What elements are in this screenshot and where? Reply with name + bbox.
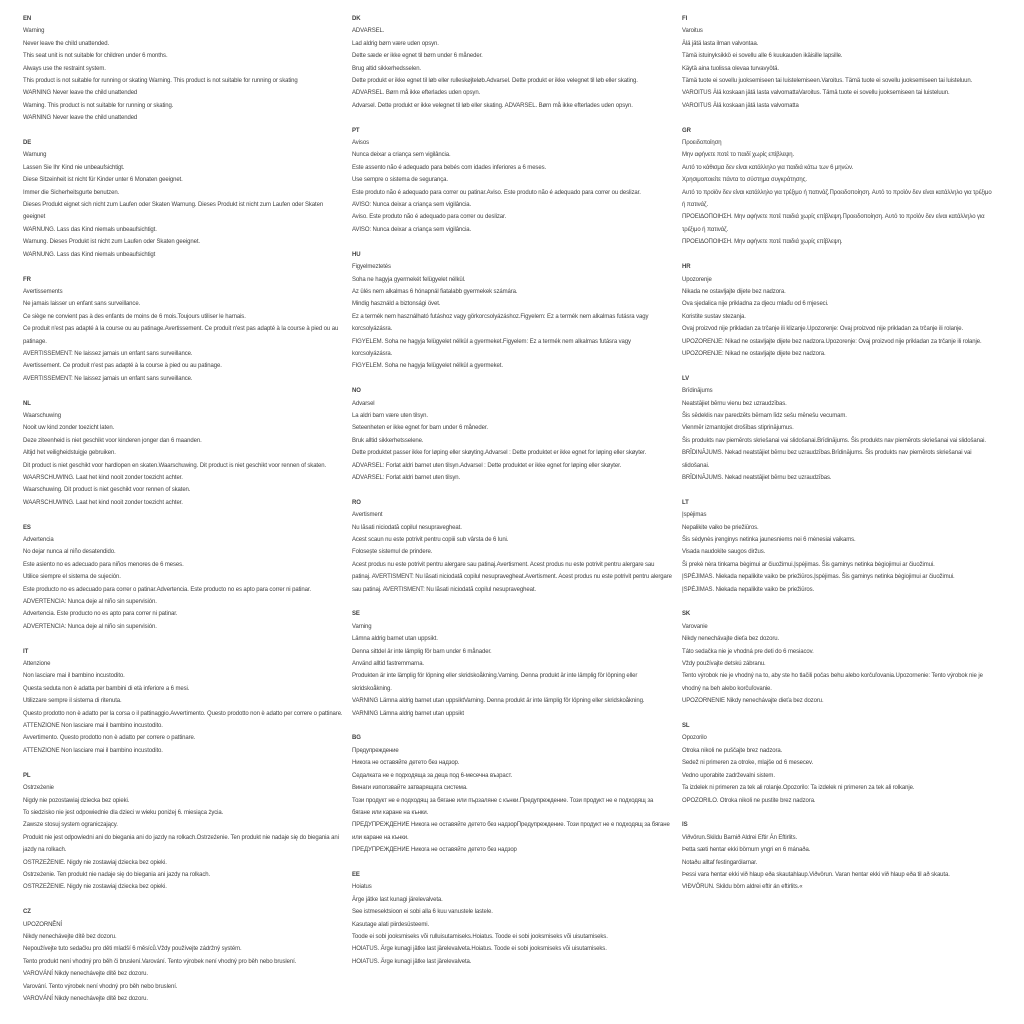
warning-text-line: UPOZORNENIE Nikdy nenechávajte dieťa bez dozoru.	[682, 698, 824, 705]
warning-text-line: Soha ne hagyja gyermekét felügyelet nélkül.	[352, 276, 466, 283]
warning-text-line: AVISO: Nunca deixar a criança sem vigilância.	[352, 226, 472, 233]
warning-text-line: ADVARSEL: Forlat aldri barnet uten tilsyn.	[352, 474, 461, 481]
warning-text-line: Sedež ni primeren za otroke, mlajše od 6 mesecev.	[682, 760, 814, 767]
language-section-gr	[682, 125, 992, 249]
warning-text-line: Aviso. Este produto não é adequado para correr ou deslizar.	[352, 214, 507, 221]
warning-text-line: Opozorilo	[682, 735, 707, 742]
warning-text-line: HOIATUS. Ärge kunagi jätke last järelevalveta.	[352, 958, 472, 965]
warning-text-line: WARNUNG. Lass das Kind niemals unbeaufsichtigt.	[23, 226, 157, 233]
language-code-label: IT	[23, 648, 29, 655]
warning-text-line: Ärge jätke last kunagi järelevalveta.	[352, 896, 443, 903]
warning-text-line: Viðvörun.Skildu Barnið Aldrei Eftir Án Eftirlits.	[682, 834, 798, 841]
warning-text-line: Nu lăsati niciodată copilul nesupravegheat.	[352, 524, 462, 531]
warning-text-line: Figyelmeztetés	[352, 264, 391, 271]
warning-text-line: Acest scaun nu este potrivit pentru copiii sub vârsta de 6 luni.	[352, 537, 509, 543]
warning-text-line: Šis sēdeklis nav paredzēts bērnam līdz sešu mēnešu vecumam.	[682, 412, 847, 419]
language-section-es	[23, 522, 345, 634]
warning-text-line: Nikdy nenechávejte dítě bez dozoru.	[23, 933, 117, 940]
warning-text-line: ADVARSEL. Børn må ikke efterlades uden opsyn.	[352, 90, 481, 97]
warning-text-line: Įspėjimas	[682, 512, 707, 519]
warning-text-line: Warnung. Dieses Produkt ist nicht zum Laufen oder Skaten geeignet.	[23, 239, 200, 246]
warning-text-line: AVERTISSEMENT: Ne laissez jamais un enfant sans surveillance.	[23, 350, 193, 357]
warning-text-line: Þessi vara hentar ekki við hlaup eða skautahlaup.Viðvörun. Varan hentar ekki við hlaup eða til að skauta.	[682, 871, 950, 878]
warning-text-line: Koristite sustav stezanja.	[682, 313, 746, 320]
warning-text-line: Seteenheten er ikke egnet for barn under 6 måneder.	[352, 425, 488, 432]
warning-text-line: HOIATUS. Ärge kunagi jätke last järelevalveta.Hoiatus. Toode ei sobi jooksmiseks või uisutamiseks.	[352, 946, 607, 953]
warning-text-line: Varning	[352, 623, 372, 630]
warning-text-line: BRĪDINĀJUMS. Nekad neatstājiet bērnu bez uzraudzības.Brīdinājums. Šis produkts nav piemērots skriešanai vai slidošanai.	[682, 450, 972, 469]
language-code-label: HR	[682, 264, 691, 271]
warning-text-line: Lämna aldrig barnet utan uppsikt.	[352, 636, 438, 643]
language-code-label: NO	[352, 388, 361, 395]
warning-text-line: Dit product is niet geschikt voor hardlopen en skaten.Waarschuwing. Dit product is niet geschikt voor rennen of skaten.	[23, 462, 327, 469]
language-code-label: NL	[23, 400, 31, 407]
warning-text-line: Ta izdelek ni primeren za tek ali rolanje.Opozorilo: Ta izdelek ni primeren za tek ali rolkanje.	[682, 785, 915, 792]
warning-text-line: Никога не оставяйте детето без надзор.	[352, 760, 460, 767]
warning-text-line: ADVERTENCIA: Nunca deje al niño sin supervisión.	[23, 599, 157, 606]
warning-text-line: ADVERTENCIA: Nunca deje al niño sin supervisión.	[23, 623, 157, 630]
text-column-right	[682, 13, 992, 894]
warning-text-line: Tämä istuinyksikkö ei sovellu alle 6 kuukauden ikäisille lapsille.	[682, 53, 843, 60]
warning-text-line: Warnung	[23, 152, 47, 159]
language-code-label: EN	[23, 16, 32, 22]
warning-text-line: Ce produit n'est pas adapté à la course ou au patinage.Avertissement. Ce produit n'est pas adapté à la course à pied ou au patinage.	[23, 326, 339, 345]
warning-text-line: Avisos	[352, 140, 369, 147]
warning-text-line: Neatstājiet bērnu vienu bez uzraudzības.	[682, 400, 787, 407]
warning-text-line: Προειδοποίηση	[682, 140, 722, 147]
warning-text-line: To siedzisko nie jest odpowiednie dla dzieci w wieku poniżej 6. miesiąca życia.	[23, 809, 224, 816]
warning-text-line: Kasutage alati piirdesüsteemi.	[352, 921, 430, 928]
warning-text-line: Dieses Produkt eignet sich nicht zum Laufen oder Skaten Warnung. Dieses Produkt ist nicht zum Laufen oder Skaten geeignet	[23, 202, 324, 221]
warning-text-line: WARNING Never leave the child unattended	[23, 90, 138, 97]
warning-text-line: VAROITUS Älä koskaan jätä lasta valvomattaVaroitus. Tämä tuote ei sovellu juoksemiseen tai luisteluun.	[682, 90, 950, 97]
language-section-se	[352, 608, 672, 720]
warning-text-line: Винаги използвайте затварящата система.	[352, 785, 468, 792]
warning-text-line: VIÐVÖRUN. Skildu börn aldrei eftir án eftirlits.«	[682, 884, 803, 891]
warning-text-line: Diese Sitzeinheit ist nicht für Kinder unter 6 Monaten geeignet.	[23, 177, 183, 184]
warning-text-line: Þetta sæti hentar ekki börnum yngri en 6 mánaða.	[682, 847, 811, 854]
warning-text-line: WARNING Never leave the child unattended	[23, 115, 138, 122]
language-code-label: ES	[23, 524, 31, 531]
warning-text-line: Brīdinājums	[682, 388, 713, 395]
warning-text-line: Ce siège ne convient pas à des enfants de moins de 6 mois.Toujours utiliser le harnais.	[23, 313, 246, 320]
warning-text-line: Never leave the child unattended.	[23, 40, 110, 47]
warning-text-line: Este produto não é adequado para correr ou patinar.Aviso. Este produto não é adequado para correr ou deslizar.	[352, 189, 641, 196]
warning-text-line: ADVARSEL.	[352, 28, 385, 35]
warning-text-line: Vienmēr izmantojiet drošības stiprinājumus.	[682, 425, 794, 432]
warning-text-line: Ostrzeżenie	[23, 785, 54, 792]
warning-text-line: ĮSPĖJIMAS. Niekada nepalikite vaiko be priežiūros.	[682, 586, 815, 593]
warning-text-line: Älä jätä lasta ilman valvontaa.	[682, 40, 759, 47]
warning-text-line: Varoitus	[682, 28, 703, 35]
language-section-pt	[352, 125, 672, 237]
language-code-label: SL	[682, 723, 690, 730]
warning-text-line: Attenzione	[23, 661, 51, 668]
warning-text-line: Visada naudokite saugos diržus.	[682, 549, 766, 556]
warning-text-line: Nooit uw kind zonder toezicht laten.	[23, 425, 115, 432]
warning-text-line: Utilizzare sempre il sistema di ritenuta.	[23, 698, 122, 705]
warning-text-line: This seat unit is not suitable for children under 6 months.	[23, 53, 168, 60]
warning-text-line: Always use the restraint system.	[23, 65, 106, 72]
warning-text-line: Altijd het veiligheidstuigje gebruiken.	[23, 450, 116, 457]
language-section-nl	[23, 398, 345, 510]
warning-text-line: Advarsel	[352, 400, 375, 407]
warning-text-line: Non lasciare mai il bambino incustodito.	[23, 673, 125, 680]
warning-text-line: Bruk alltid sikkerhetsselene.	[352, 437, 424, 444]
warning-text-line: Táto sedačka nie je vhodná pre deti do 6 mesiacov.	[682, 648, 814, 655]
warning-text-line: Vedno uporabite zadrževalni sistem.	[682, 772, 775, 779]
warning-text-line: FIGYELEM. Soha ne hagyja felügyelet nélkül a gyermeket.	[352, 363, 503, 370]
warning-text-line: Produkten är inte lämplig för löpning eller skridskoåkning.Varning. Denna produkt är inte lämplig för löpning eller skridskoåkning.	[352, 673, 638, 692]
warning-text-line: Varování. Tento výrobek není vhodný pro běh nebo bruslení.	[23, 983, 178, 990]
warning-text-line: Este producto no es adecuado para correr o patinar.Advertencia. Este producto no es apto para correr ni patinar.	[23, 586, 311, 593]
warning-text-line: Nigdy nie pozostawiaj dziecka bez opieki.	[23, 797, 130, 804]
language-section-sl	[682, 720, 992, 807]
warning-text-line: Notaðu alltaf festingarólarnar.	[682, 859, 758, 866]
warning-text-line: Dette produkt er ikke egnet til løb eller rulleskøjteløb.Advarsel. Dette produkt er ikke velegnet til løb eller skating.	[352, 78, 638, 85]
warning-text-line: Acest produs nu este potrivit pentru alergare sau patinaj.Avertisment. Acest produs nu este potrivit pentru alergare sau patinaj. AVERTISMENT: Nu lăsati niciodată copilul nesupravegheat.Avertisment. Acest produs nu este potrivit pentru alergare sau patinaj. AVERTISMENT: Nu lăsati niciodată copilul nesupravegheat.	[352, 561, 672, 593]
language-code-label: DK	[352, 16, 361, 22]
warning-text-line: This product is not suitable for running or skating Warning. This product is not suitable for running or skating	[23, 78, 298, 85]
language-code-label: SE	[352, 611, 360, 618]
language-code-label: PT	[352, 127, 360, 134]
language-code-label: GR	[682, 127, 691, 134]
warning-text-line: Immer die Sicherheitsgurte benutzen.	[23, 189, 120, 196]
warning-text-line: Ši prekė nėra tinkama bėgimui ar čiuožimui.Įspėjimas. Šis gaminys netinka bėgiojimui ar čiuožimui.	[682, 561, 935, 568]
warning-text-line: AVISO: Nunca deixar a criança sem vigilância.	[352, 202, 472, 209]
warning-text-line: Tämä tuote ei sovellu juoksemiseen tai luistelemiseen.Varoitus. Tämä tuote ei sovellu juoksemiseen tai luisteluun.	[682, 78, 973, 85]
warning-text-line: See istmesektsioon ei sobi alla 6 kuu vanustele lastele.	[352, 909, 493, 916]
warning-text-line: VAROVÁNÍ Nikdy nenechávejte dítě bez dozoru.	[23, 995, 148, 1002]
warning-text-line: Az ülés nem alkalmas 6 hónapnál fiatalabb gyermekek számára.	[352, 288, 518, 295]
warning-text-line: Brug altid sikkerhedsselen.	[352, 65, 422, 72]
language-code-label: CZ	[23, 909, 31, 916]
warning-text-line: ĮSPĖJIMAS. Niekada nepalikite vaiko be priežiūros.Įspėjimas. Šis gaminys netinka bėgiojimui ar čiuožimui.	[682, 574, 955, 581]
warning-text-line: Avertissement. Ce produit n'est pas adapté à la course à pied ou au patinage.	[23, 363, 222, 370]
warning-text-line: Vždy používajte detskú zábranu.	[682, 661, 766, 668]
warning-text-line: WARNUNG. Lass das Kind niemals unbeaufsichtigt	[23, 251, 156, 258]
warning-text-line: Utilice siempre el sistema de sujeción.	[23, 574, 121, 581]
warning-text-line: Αυτό το προϊόν δεν είναι κατάλληλο για τρέξιμο ή πατινάζ.Προειδοποίηση. Αυτό το προϊόν δεν είναι κατάλληλο για τρέξιμο ή πατινάζ.	[682, 189, 992, 209]
warning-text-line: VARNING Lämna aldrig barnet utan uppsiktVarning. Denna produkt är inte lämplig för löpning eller skridskoåkning.	[352, 698, 645, 705]
warning-text-line: Denna sittdel är inte lämplig för barn under 6 månader.	[352, 648, 492, 655]
warning-text-line: Käytä aina tuolissa olevaa turvavyötä.	[682, 65, 779, 72]
warning-text-line: ATTENZIONE Non lasciare mai il bambino incustodito.	[23, 723, 163, 730]
text-column-middle	[352, 13, 672, 968]
warning-text-line: Ovaj proizvod nije prikladan za trčanje ili klizanje.Upozorenje: Ovaj proizvod nije prikladan za trčanje ili rolanje.	[682, 326, 964, 333]
warning-text-line: UPOZORNĚNÍ	[23, 921, 63, 928]
warning-text-line: OPOZORILO. Otroka nikoli ne pustite brez nadzora.	[682, 797, 816, 804]
warning-text-line: Otroka nikoli ne puščajte brez nadzora.	[682, 747, 783, 754]
warning-text-line: Deze ziteenheid is niet geschikt voor kinderen jonger dan 6 maanden.	[23, 437, 202, 444]
warning-text-line: Lad aldrig børn være uden opsyn.	[352, 40, 439, 47]
warning-text-line: ΠΡΟΕΙΔΟΠΟΙΗΣΗ. Μην αφήνετε ποτέ παιδιά χωρίς επίβλεψη.	[682, 239, 843, 246]
warning-text-line: Varovanie	[682, 623, 708, 630]
warning-text-line: Nepalikite vaiko be priežiūros.	[682, 524, 759, 531]
warning-text-line: Dette sæde er ikke egnet til børn under 6 måneder.	[352, 53, 483, 60]
language-section-pl	[23, 770, 345, 894]
language-code-label: RO	[352, 499, 361, 506]
warning-text-line: Nikada ne ostavljajte dijete bez nadzora.	[682, 288, 786, 295]
language-code-label: FR	[23, 276, 31, 283]
warning-text-line: Šis produkts nav piemērots skriešanai vai slidošanai.Brīdinājums. Šis produkts nav piemērots skriešanai vai slidošanai.	[682, 437, 986, 444]
warning-text-line: OSTRZEŻENIE. Nigdy nie zostawiaj dziecka bez opieki.	[23, 859, 167, 866]
warning-text-line: VAROITUS Älä koskaan jätä lasta valvomatta	[682, 102, 799, 109]
language-section-ro	[352, 497, 672, 596]
warning-text-line: Nepoužívejte tuto sedačku pro děti mladší 6 měsíců.Vždy používejte zádržný systém.	[23, 946, 242, 953]
language-code-label: EE	[352, 871, 360, 878]
language-code-label: IS	[682, 822, 688, 829]
warning-text-line: Warning. This product is not suitable for running or skating.	[23, 102, 174, 109]
warning-text-line: Advertencia. Este producto no es apto para correr ni patinar.	[23, 611, 178, 618]
warning-text-line: Este assento não é adequado para bebés com idades inferiores a 6 meses.	[352, 164, 547, 171]
text-column-left	[23, 13, 345, 1005]
warning-text-line: ADVARSEL: Forlat aldri barnet uten tilsyn.Advarsel : Dette produktet er ikke egnet for løping eller skøyter.	[352, 462, 622, 469]
language-section-lt	[682, 497, 992, 596]
warning-text-line: Ne jamais laisser un enfant sans surveillance.	[23, 301, 141, 308]
language-section-hr	[682, 261, 992, 360]
warning-text-line: Nunca deixar a criança sem vigilância.	[352, 152, 451, 159]
warning-text-line: Toode ei sobi jooksmiseks või rulluisutamiseks.Hoiatus. Toode ei sobi jooksmiseks või uisutamiseks.	[352, 933, 608, 940]
language-section-de	[23, 137, 345, 261]
warning-text-line: Този продукт не е подходящ за бягане или пързаляне с кънки.Предупреждение. Този продукт не е подходящ за бягане или каране на кънки.	[352, 797, 654, 816]
warning-text-line: ATTENZIONE Non lasciare mai il bambino incustodito.	[23, 747, 163, 754]
warning-text-line: UPOZORENJE: Nikad ne ostavljajte dijete bez nadzora.Upozorenje: Ovaj proizvod nije prikladan za trčanje ili rolanje.	[682, 338, 982, 345]
warning-text-line: AVERTISSEMENT: Ne laissez jamais un enfant sans surveillance.	[23, 375, 193, 382]
language-section-fi	[682, 13, 992, 112]
warning-text-line: Hoiatus	[352, 884, 372, 891]
language-code-label: LV	[682, 375, 690, 382]
language-section-no	[352, 385, 672, 484]
warning-text-line: WAARSCHUWING. Laat het kind nooit zonder toezicht achter.	[23, 499, 183, 506]
warning-text-line: BRĪDINĀJUMS. Nekad neatstājiet bērnu bez uzraudzības.	[682, 474, 832, 481]
language-code-label: SK	[682, 611, 691, 618]
warning-text-line: VAROVÁNÍ Nikdy nenechávejte dítě bez dozoru.	[23, 971, 148, 978]
language-section-dk	[352, 13, 672, 112]
language-section-it	[23, 646, 345, 758]
language-section-sk	[682, 608, 992, 707]
warning-text-line: Advertencia	[23, 537, 54, 543]
warning-text-line: Upozorenje	[682, 276, 712, 283]
warning-text-line: Produkt nie jest odpowiedni ani do biegania ani do jazdy na rolkach.Ostrzeżenie. Ten produkt nie nadaje się do biegania ani jazdy na rolkach.	[23, 834, 339, 854]
warning-text-line: Advarsel. Dette produkt er ikke velegnet til løb eller skating. ADVARSEL. Børn må ikke efterlades uden opsyn.	[352, 102, 633, 109]
warning-text-line: Μην αφήνετε ποτέ το παιδί χωρίς επίβλεψη.	[682, 152, 795, 159]
language-code-label: HU	[352, 251, 361, 258]
warning-text-line: FIGYELEM. Soha ne hagyja felügyelet nélkül a gyermeket.Figyelem: Ez a termék nem alkalmas futásra vagy korcsolyázásra.	[352, 338, 631, 357]
warning-text-line: Lassen Sie Ihr Kind nie unbeaufsichtigt.	[23, 164, 125, 171]
warning-text-line: La aldri barn være uten tilsyn.	[352, 412, 428, 419]
language-section-fr	[23, 274, 345, 386]
warning-text-line: Questo prodotto non è adatto per la corsa o il pattinaggio.Avvertimento. Questo prodotto non è adatto per correre o pattinare.	[23, 710, 343, 717]
language-section-en	[23, 13, 345, 125]
warning-text-line: Waarschuwing. Dit product is niet geschikt voor rennen of skaten.	[23, 487, 191, 494]
warning-text-line: Zawsze stosuj system ograniczający.	[23, 822, 118, 829]
warning-text-line: Αυτό το κάθισμα δεν είναι κατάλληλο για παιδιά κάτω των 6 μηνών.	[682, 164, 854, 171]
language-section-lv	[682, 373, 992, 485]
warning-text-line: Questa seduta non è adatta per bambini di età inferiore a 6 mesi.	[23, 685, 190, 692]
warning-text-line: Dette produktet passer ikke for løping eller skøyting.Advarsel : Dette produktet er ikke egnet for løping eller skøyter.	[352, 450, 647, 457]
language-code-label: LT	[682, 499, 689, 506]
language-code-label: FI	[682, 16, 688, 22]
warning-text-line: Avertissements	[23, 288, 63, 295]
warning-text-line: Седалката не е подходяща за деца под 6-месечна възраст.	[352, 772, 513, 779]
language-code-label: PL	[23, 772, 31, 779]
warning-text-line: Χρησιμοποιείτε πάντα το σύστημα συγκράτησης.	[682, 177, 807, 184]
warning-text-line: Waarschuwing	[23, 412, 61, 419]
warning-text-line: Use sempre o sistema de segurança.	[352, 177, 448, 184]
warning-text-line: Este asiento no es adecuado para niños menores de 6 meses.	[23, 561, 184, 568]
language-code-label: DE	[23, 140, 32, 147]
language-section-cz	[23, 906, 345, 1005]
warning-text-line: Avvertimento. Questo prodotto non è adatto per correre o pattinare.	[23, 735, 196, 742]
warning-text-line: ПРЕДУПРЕЖДЕНИЕ Никога не оставяйте детето без надзорПредупреждение. Този продукт не е подходящ за бягане или каране на кънки.	[352, 822, 670, 841]
warning-text-line: Avertisment	[352, 512, 383, 519]
language-section-ee	[352, 869, 672, 968]
warning-text-line: UPOZORENJE: Nikad ne ostavljajte dijete bez nadzora.	[682, 350, 826, 357]
warning-text-line: Tento produkt není vhodný pro běh či bruslení.Varování. Tento výrobek není vhodný pro běh nebo bruslení.	[23, 958, 297, 965]
warning-text-line: Warning	[23, 28, 45, 35]
warning-text-line: Ostrzeżenie. Ten produkt nie nadaje się do biegania ani jazdy na rolkach.	[23, 871, 211, 878]
warning-text-line: VARNING Lämna aldrig barnet utan uppsikt	[352, 710, 464, 717]
warning-text-line: Ez a termék nem használható futáshoz vagy görkorcsolyázáshoz.Figyelem: Ez a termék nem alkalmas futásra vagy korcsolyázásra.	[352, 313, 649, 333]
warning-text-line: ПРЕДУПРЕЖДЕНИЕ Никога не оставяйте детето без надзор	[352, 847, 517, 854]
warning-text-line: Använd alltid fastremmarna.	[352, 661, 425, 668]
warning-text-line: Mindig használd a biztonsági övet.	[352, 301, 441, 308]
warning-text-line: Предупреждение	[352, 747, 399, 754]
language-section-bg	[352, 732, 672, 856]
language-section-hu	[352, 249, 672, 373]
warning-text-line: Nikdy nenechávajte dieťa bez dozoru.	[682, 636, 780, 643]
warning-text-line: Ova sjedalica nije prikladna za djecu mlađu od 6 mjeseci.	[682, 301, 829, 308]
language-code-label: BG	[352, 735, 361, 742]
language-section-is	[682, 819, 992, 893]
warning-text-line: WAARSCHUWING. Laat het kind nooit zonder toezicht achter.	[23, 474, 183, 481]
warning-text-line: Folosește sistemul de prindere.	[352, 549, 433, 556]
warning-text-line: ΠΡΟΕΙΔΟΠΟΙΗΣΗ. Μην αφήνετε ποτέ παιδιά χωρίς επίβλεψη.Προειδοποίηση. Αυτό το προϊόν δεν είναι κατάλληλο για τρέξιμο ή πατινάζ.	[682, 214, 985, 233]
warning-text-line: OSTRZEŻENIE. Nigdy nie zostawiaj dziecka bez opieki.	[23, 884, 167, 891]
warning-text-line: Tento výrobok nie je vhodný na to, aby ste ho tlačili počas behu alebo korčuľovania.Upozornenie: Tento výrobok nie je vhodný na beh alebo korčuľovanie.	[682, 673, 983, 692]
warning-text-line: No dejar nunca al niño desatendido.	[23, 549, 116, 556]
warning-text-line: Šis sėdynės įrenginys netinka jaunesniems nei 6 mėnesiai vaikams.	[682, 537, 856, 543]
